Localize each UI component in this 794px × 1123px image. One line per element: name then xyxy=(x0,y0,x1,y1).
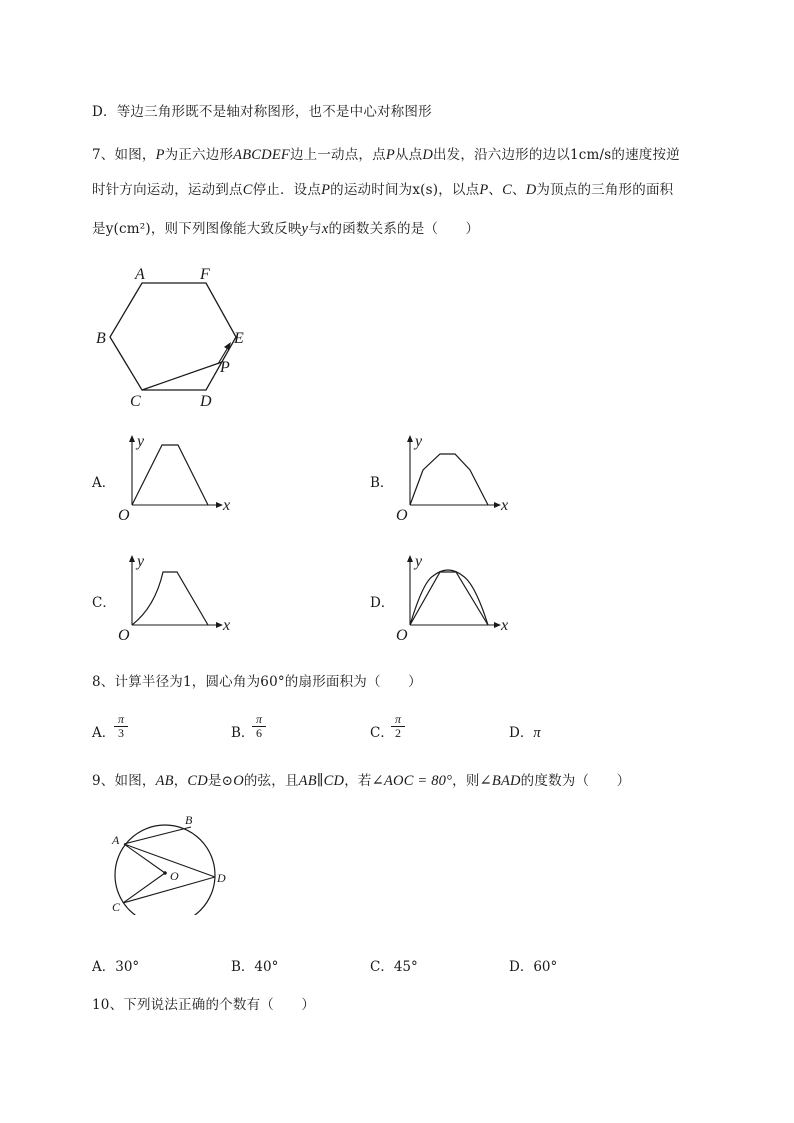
label-f: F xyxy=(200,266,210,283)
q8-option-a[interactable]: A． xyxy=(92,725,116,741)
graph-a-curve xyxy=(132,445,208,505)
svg-text:B: B xyxy=(185,813,193,827)
center-point xyxy=(163,871,167,875)
q9-option-d[interactable]: D．60° xyxy=(509,959,558,975)
svg-text:y: y xyxy=(415,433,423,450)
svg-text:A: A xyxy=(112,833,120,847)
label-p: P xyxy=(220,359,230,376)
q8-stem: 8、计算半径为1，圆心角为60°的扇形面积为（ ） xyxy=(92,674,422,690)
q7-hexagon-figure xyxy=(90,262,260,412)
radius-oa xyxy=(124,844,165,873)
q7-option-b-label[interactable]: B． xyxy=(370,475,394,491)
svg-text:y: y xyxy=(137,433,145,450)
graph-d-lines xyxy=(410,572,488,625)
svg-text:O: O xyxy=(118,627,130,644)
radius-oc xyxy=(123,873,165,903)
q6-option-d: D．等边三角形既不是轴对称图形，也不是中心对称图形 xyxy=(92,104,432,120)
q7-stem-line2: 时针方向运动，运动到点C停止．设点P的运动时间为x(s)，以点P、C、D为顶点的三角形的面积 xyxy=(92,182,674,198)
q9-option-b[interactable]: B．40° xyxy=(231,959,279,975)
svg-text:O: O xyxy=(396,507,408,524)
svg-text:x: x xyxy=(501,617,509,634)
q8-option-b[interactable]: B． xyxy=(231,725,255,741)
q9-circle-figure xyxy=(105,810,235,915)
svg-text:D: D xyxy=(217,871,226,885)
q7-graph-a xyxy=(115,432,240,524)
label-e: E xyxy=(234,330,244,347)
q7-option-d-label[interactable]: D． xyxy=(370,595,395,611)
q7-option-a-label[interactable]: A． xyxy=(92,475,116,491)
q8-option-d[interactable]: D．π xyxy=(509,725,541,741)
q7-stem-line3: 是y(cm²)，则下列图像能大致反映y与x的函数关系的是（ ） xyxy=(92,221,480,237)
q7-graph-b xyxy=(393,432,518,524)
graph-b-curve xyxy=(410,454,488,505)
label-a: A xyxy=(135,266,145,283)
q9-option-c[interactable]: C．45° xyxy=(370,959,418,975)
svg-text:O: O xyxy=(118,507,130,524)
graph-d-curve xyxy=(410,570,488,625)
svg-text:x: x xyxy=(501,497,509,514)
graph-c-curve xyxy=(132,572,208,625)
svg-text:y: y xyxy=(137,553,145,570)
svg-text:x: x xyxy=(223,497,231,514)
svg-text:C: C xyxy=(112,900,121,914)
label-b: B xyxy=(96,330,106,347)
q8-option-c-fraction: $\frac{\pi}{2}$ xyxy=(391,713,405,740)
svg-text:y: y xyxy=(415,553,423,570)
svg-text:x: x xyxy=(223,617,231,634)
hexagon-shape xyxy=(110,283,236,390)
label-c: C xyxy=(130,393,141,410)
q9-stem: 9、如图，AB，CD是⊙O的弦，且AB∥CD，若∠AOC = 80°，则∠BAD的度数为（ ） xyxy=(92,773,631,789)
q8-option-b-fraction: $\frac{\pi}{6}$ xyxy=(252,713,266,740)
q9-option-a[interactable]: A．30° xyxy=(92,959,140,975)
q7-stem-line1: 7、如图，P为正六边形ABCDEF边上一动点，点P从点D出发，沿六边形的边以1cm/s的速度按逆 xyxy=(92,147,680,163)
svg-text:O: O xyxy=(396,627,408,644)
q10-stem: 10、下列说法正确的个数有（ ） xyxy=(92,997,316,1013)
q7-option-c-label[interactable]: C． xyxy=(92,595,116,611)
label-d: D xyxy=(200,393,212,410)
chord-cd xyxy=(123,877,215,903)
segment-cp xyxy=(142,362,222,390)
q7-graph-d xyxy=(393,552,518,644)
q7-graph-c xyxy=(115,552,240,644)
q8-option-c[interactable]: C． xyxy=(370,725,394,741)
svg-text:O: O xyxy=(170,869,179,883)
q8-option-a-fraction: $\frac{\pi}{3}$ xyxy=(114,713,128,740)
